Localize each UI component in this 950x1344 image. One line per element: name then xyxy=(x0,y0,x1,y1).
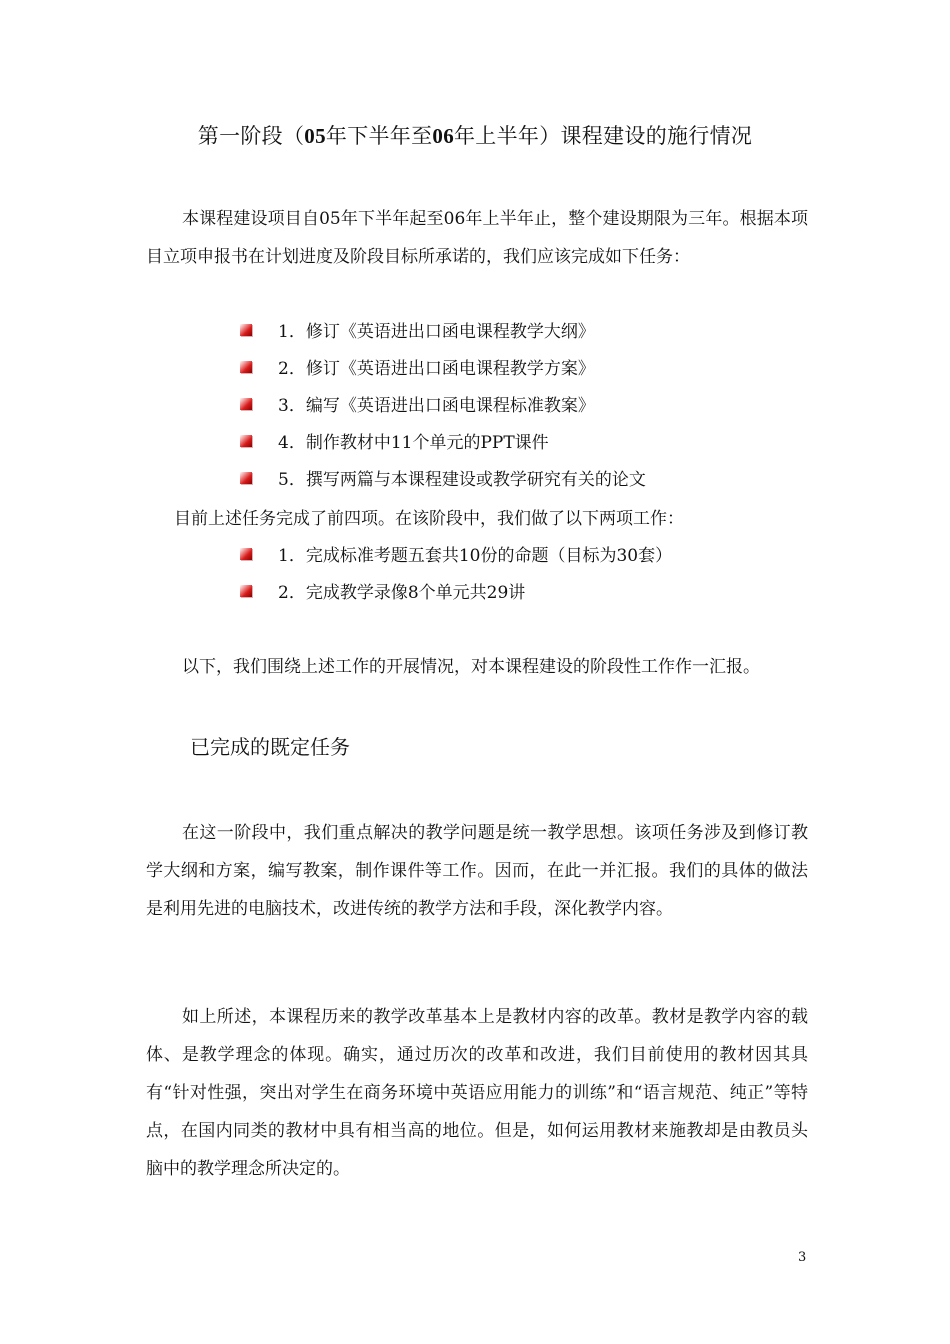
summary-line: 以下，我们围绕上述工作的开展情况，对本课程建设的阶段性工作作一汇报。 xyxy=(182,657,760,677)
task-text: 4．制作教材中11个单元的PPT课件 xyxy=(278,433,549,453)
page-number: 3 xyxy=(798,1250,807,1265)
work-text: 1．完成标准考题五套共10份的命题（目标为30套） xyxy=(278,546,673,566)
work-text: 2．完成教学录像8个单元共29讲 xyxy=(278,583,526,603)
title-part-2: 年下半年至 xyxy=(325,124,433,148)
title-year-05: 05 xyxy=(304,124,326,148)
body-paragraph-1: 在这一阶段中，我们重点解决的教学问题是统一教学思想。该项任务涉及到修订教学大纲和方案，编写教案，制作课件等工作。因而，在此一并汇报。我们的具体的做法是利用先进的电脑技术，改进传统的教学方法和手段，深化教学内容。 xyxy=(146,823,808,919)
subheading: 已完成的既定任务 xyxy=(190,735,350,759)
progress-line: 目前上述任务完成了前四项。在该阶段中，我们做了以下两项工作： xyxy=(174,509,684,529)
red-square-bullet-icon xyxy=(240,398,252,410)
task-text: 1．修订《英语进出口函电课程教学大纲》 xyxy=(278,322,595,342)
red-square-bullet-icon xyxy=(240,472,252,484)
title-year-06: 06 xyxy=(432,124,454,148)
task-text: 3．编写《英语进出口函电课程标准教案》 xyxy=(278,396,595,416)
section-title xyxy=(0,120,950,150)
task-text: 2．修订《英语进出口函电课程教学方案》 xyxy=(278,359,595,379)
task-text: 5．撰写两篇与本课程建设或教学研究有关的论文 xyxy=(278,470,646,490)
red-square-bullet-icon xyxy=(240,435,252,447)
red-square-bullet-icon xyxy=(240,585,252,597)
red-square-bullet-icon xyxy=(240,324,252,336)
title-part-3: 年上半年）课程建设的施行情况 xyxy=(454,124,753,148)
red-square-bullet-icon xyxy=(240,548,252,560)
intro-paragraph: 本课程建设项目自05年下半年起至06年上半年止，整个建设期限为三年。根据本项目立项申报书在计划进度及阶段目标所承诺的，我们应该完成如下任务： xyxy=(146,209,808,267)
body-paragraph-2: 如上所述，本课程历来的教学改革基本上是教材内容的改革。教材是教学内容的载体、是教学理念的体现。确实，通过历次的改革和改进，我们目前使用的教材因其具有“针对性强，突出对学生在商务环境中英语应用能力的训练”和“语言规范、纯正”等特点，在国内同类的教材中具有相当高的地位。但是，如何运用教材来施教却是由教员头脑中的教学理念所决定的。 xyxy=(146,1007,808,1179)
red-square-bullet-icon xyxy=(240,361,252,373)
title-part-1: 第一阶段（ xyxy=(197,124,305,148)
